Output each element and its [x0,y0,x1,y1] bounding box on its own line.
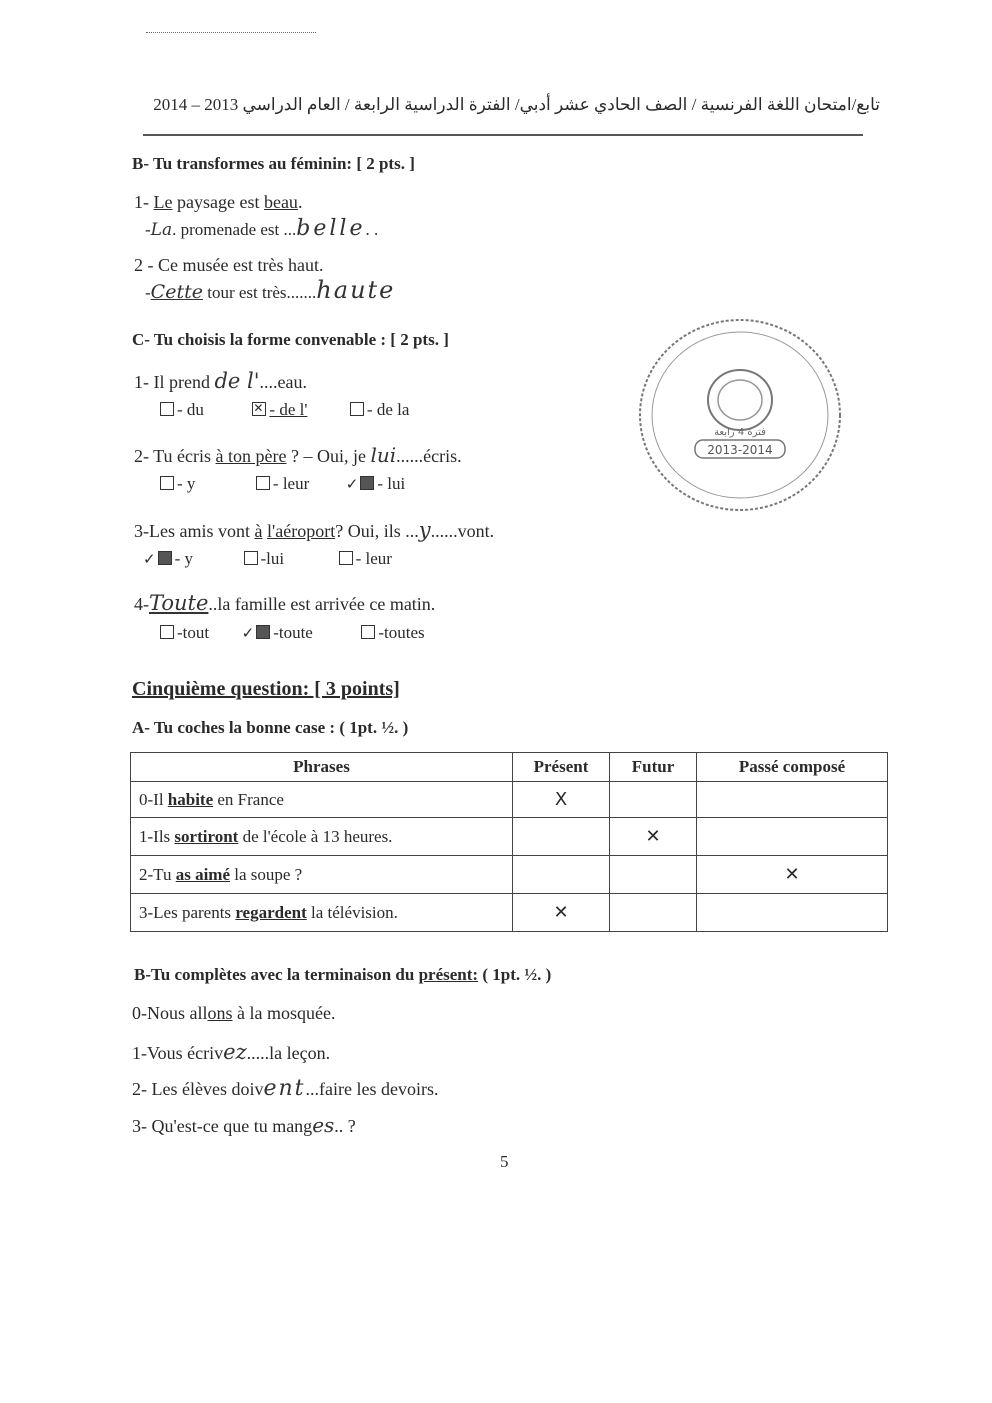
c-q2: 2- Tu écris à ton père ? – Oui, je lui......écris. [134,443,462,467]
option-checkbox[interactable]: - y [160,474,195,493]
futur-cell[interactable]: ✕ [610,818,697,856]
passe-cell[interactable] [697,894,888,932]
header-rule [143,134,863,136]
c-q1: 1- Il prend de l'....eau. [134,369,308,393]
futur-cell[interactable] [610,782,697,818]
option-checkbox[interactable]: ✓ -toute [241,623,313,642]
option-checkbox[interactable]: ✓ - y [143,549,193,568]
option-checkbox[interactable]: - du [160,400,204,419]
option-checkbox[interactable]: -lui [244,549,285,568]
conj-line-2: 2- Les élèves doivent...faire les devoirs. [132,1076,439,1101]
conj-line-1: 1-Vous écrivez.....la leçon. [132,1040,331,1064]
school-stamp [635,315,845,515]
conj-line-0: 0-Nous allons à la mosquée. [132,1003,336,1023]
b-q1-answer: -La. promenade est ...belle. . [145,216,379,241]
present-cell[interactable]: ✕ [513,894,610,932]
c-q4-options [160,623,425,643]
option-checkbox[interactable]: -tout [160,623,209,642]
c-q4: 4-Toute..la famille est arrivée ce matin. [134,591,436,615]
exam-header: تابع/امتحان اللغة الفرنسية / الصف الحادي عشر أدبي/ الفترة الدراسية الرابعة / العام الدراسي 2013 – 2014 [153,95,880,114]
table-row: 2-Tu as aimé la soupe ? ✕ [131,856,888,894]
present-cell[interactable]: X [513,782,610,818]
b-q2-answer: -Cette tour est très.......haute [145,276,396,304]
present-cell[interactable] [513,818,610,856]
option-checkbox[interactable]: ✓ - lui [345,474,406,493]
passe-cell[interactable] [697,818,888,856]
page-number: 5 [500,1152,509,1171]
conj-line-3: 3- Qu'est-ce que tu manges.. ? [132,1113,356,1137]
c-q2-options [160,474,405,494]
section-c-title: C- Tu choisis la forme convenable : [ 2 pts. ] [132,330,449,349]
fifth-question-title: Cinquième question: [ 3 points] [132,678,400,700]
option-checkbox[interactable]: ✕ - de l' [252,400,307,419]
option-checkbox[interactable]: - leur [339,549,392,568]
b-q1: 1- Le paysage est beau. [134,192,303,212]
present-cell[interactable] [513,856,610,894]
c-q1-options [160,400,409,420]
table-row: 3-Les parents regardent la télévision. ✕ [131,894,888,932]
option-checkbox[interactable]: - leur [256,474,309,493]
fifth-sub-b: B-Tu complètes avec la terminaison du présent: ( 1pt. ½. ) [134,965,552,984]
futur-cell[interactable] [610,894,697,932]
option-checkbox[interactable]: - de la [350,400,409,419]
b-q2: 2 - Ce musée est très haut. [134,255,324,275]
stamp-label: فترة 4 رابعة [714,427,766,438]
futur-cell[interactable] [610,856,697,894]
option-checkbox[interactable]: -toutes [361,623,424,642]
stamp-years: 2013-2014 [707,443,773,457]
c-q3-options [143,549,392,569]
section-b-title: B- Tu transformes au féminin: [ 2 pts. ] [132,154,415,173]
table-row: 1-Ils sortiront de l'école à 13 heures. ✕ [131,818,888,856]
table-row: 0-Il habite en France X [131,782,888,818]
passe-cell[interactable] [697,782,888,818]
passe-cell[interactable]: ✕ [697,856,888,894]
top-dotted-line [146,32,316,33]
fifth-sub-a: A- Tu coches la bonne case : ( 1pt. ½. ) [132,718,409,737]
table-header-row: Phrases Présent Futur Passé composé [131,753,888,782]
c-q3: 3-Les amis vont à l'aéroport? Oui, ils ...y......vont. [134,518,495,542]
tense-table [130,752,888,932]
